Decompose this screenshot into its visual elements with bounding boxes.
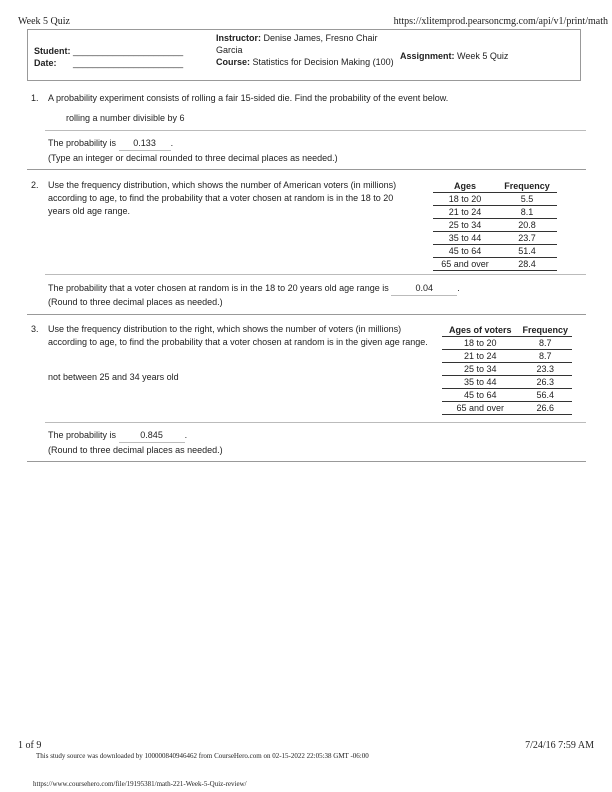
age-range-cell: 35 to 44	[442, 376, 518, 389]
divider	[45, 422, 586, 423]
question-3-answer-line	[48, 429, 187, 443]
course-value: Statistics for Decision Making (100)	[252, 57, 394, 67]
frequency-cell: 20.8	[497, 219, 557, 232]
instructor-course-block	[216, 32, 394, 68]
frequency-table-q2	[433, 180, 557, 271]
student-blank: ______________________	[73, 46, 184, 56]
frequency-table-q3	[442, 324, 572, 415]
frequency-cell: 5.5	[497, 193, 557, 206]
frequency-cell: 28.4	[497, 258, 557, 271]
question-separator	[27, 461, 586, 462]
question-2-answer-line	[48, 282, 460, 296]
question-1-hint: (Type an integer or decimal rounded to three decimal places as needed.)	[48, 153, 338, 163]
frequency-cell: 8.7	[518, 350, 572, 363]
table-header-frequency: Frequency	[504, 181, 550, 191]
frequency-cell: 23.7	[497, 232, 557, 245]
question-3-event: not between 25 and 34 years old	[48, 372, 179, 382]
table-header-ages: Ages	[453, 181, 476, 191]
question-1-answer-field[interactable]: 0.133	[119, 137, 171, 151]
table-row	[433, 206, 557, 219]
age-range-cell: 65 and over	[442, 402, 518, 415]
print-header-title: Week 5 Quiz	[18, 16, 70, 27]
question-3-number: 3.	[31, 324, 39, 334]
table-header-frequency: Frequency	[522, 325, 568, 335]
table-row	[442, 389, 572, 402]
age-range-cell: 35 to 44	[433, 232, 497, 245]
answer-prefix: The probability is	[48, 430, 117, 440]
divider	[45, 130, 586, 131]
date-blank: ______________________	[73, 58, 184, 68]
table-header-ages: Ages of voters	[448, 325, 512, 335]
age-range-cell: 18 to 20	[433, 193, 497, 206]
assignment-block	[400, 50, 508, 62]
question-1-number: 1.	[31, 93, 39, 103]
table-row	[442, 402, 572, 415]
age-range-cell: 25 to 34	[442, 363, 518, 376]
age-range-cell: 45 to 64	[442, 389, 518, 402]
download-source-note: This study source was downloaded by 100000840946462 from CourseHero.com on 02-15-2022 22:05:38 GMT -06:00	[36, 752, 369, 760]
age-range-cell: 21 to 24	[433, 206, 497, 219]
age-range-cell: 21 to 24	[442, 350, 518, 363]
table-row	[433, 219, 557, 232]
frequency-cell: 8.1	[497, 206, 557, 219]
question-3-answer-field[interactable]: 0.845	[119, 429, 185, 443]
question-2-answer-field[interactable]: 0.04	[391, 282, 457, 296]
question-1-event: rolling a number divisible by 6	[66, 113, 185, 123]
source-url[interactable]: https://www.coursehero.com/file/19195381/math-221-Week-5-Quiz-review/	[33, 780, 247, 788]
answer-prefix: The probability is	[48, 138, 117, 148]
answer-suffix: .	[457, 283, 460, 293]
question-separator	[27, 169, 586, 170]
age-range-cell: 45 to 64	[433, 245, 497, 258]
question-2-prompt: Use the frequency distribution, which shows the number of American voters (in millions) according to age, to find the probability that a voter chosen at random is in the 18 to 20 years old age range.	[48, 180, 397, 216]
frequency-cell: 51.4	[497, 245, 557, 258]
date-label: Date:	[34, 58, 57, 68]
frequency-cell: 23.3	[518, 363, 572, 376]
assignment-value: Week 5 Quiz	[457, 51, 509, 61]
table-row	[442, 376, 572, 389]
print-header-url: https://xlitemprod.pearsoncmg.com/api/v1/print/math	[393, 16, 608, 27]
table-row	[433, 245, 557, 258]
assignment-label: Assignment:	[400, 51, 455, 61]
course-label: Course:	[216, 57, 251, 67]
instructor-value: Denise James, Fresno Chair Garcia	[216, 33, 378, 55]
instructor-label: Instructor:	[216, 33, 261, 43]
divider	[45, 274, 586, 275]
student-date-block	[34, 45, 183, 69]
question-2-number: 2.	[31, 180, 39, 190]
frequency-cell: 8.7	[518, 337, 572, 350]
age-range-cell: 25 to 34	[433, 219, 497, 232]
table-row	[442, 363, 572, 376]
question-3-hint: (Round to three decimal places as needed.)	[48, 445, 223, 455]
table-row	[433, 258, 557, 271]
print-datetime: 7/24/16 7:59 AM	[525, 740, 594, 751]
age-range-cell: 18 to 20	[442, 337, 518, 350]
question-3-prompt: Use the frequency distribution to the right, which shows the number of voters (in millions) according to age, to find the probability that a voter chosen at random is in the given age range.	[48, 324, 428, 347]
frequency-cell: 26.6	[518, 402, 572, 415]
question-2-hint: (Round to three decimal places as needed.)	[48, 297, 223, 307]
frequency-cell: 56.4	[518, 389, 572, 402]
assignment-info-box	[27, 29, 581, 81]
question-1-answer-line	[48, 137, 173, 151]
frequency-cell: 26.3	[518, 376, 572, 389]
table-row	[433, 232, 557, 245]
table-row	[442, 337, 572, 350]
answer-suffix: .	[170, 138, 174, 148]
question-separator	[27, 314, 586, 315]
table-row	[442, 350, 572, 363]
table-row	[433, 193, 557, 206]
age-range-cell: 65 and over	[433, 258, 497, 271]
page-number: 1 of 9	[18, 740, 42, 751]
answer-suffix: .	[184, 430, 188, 440]
student-label: Student:	[34, 46, 71, 56]
question-1-prompt: A probability experiment consists of rolling a fair 15-sided die. Find the probability of the event below.	[48, 93, 449, 103]
answer-prefix: The probability that a voter chosen at random is in the 18 to 20 years old age range is	[48, 283, 389, 293]
